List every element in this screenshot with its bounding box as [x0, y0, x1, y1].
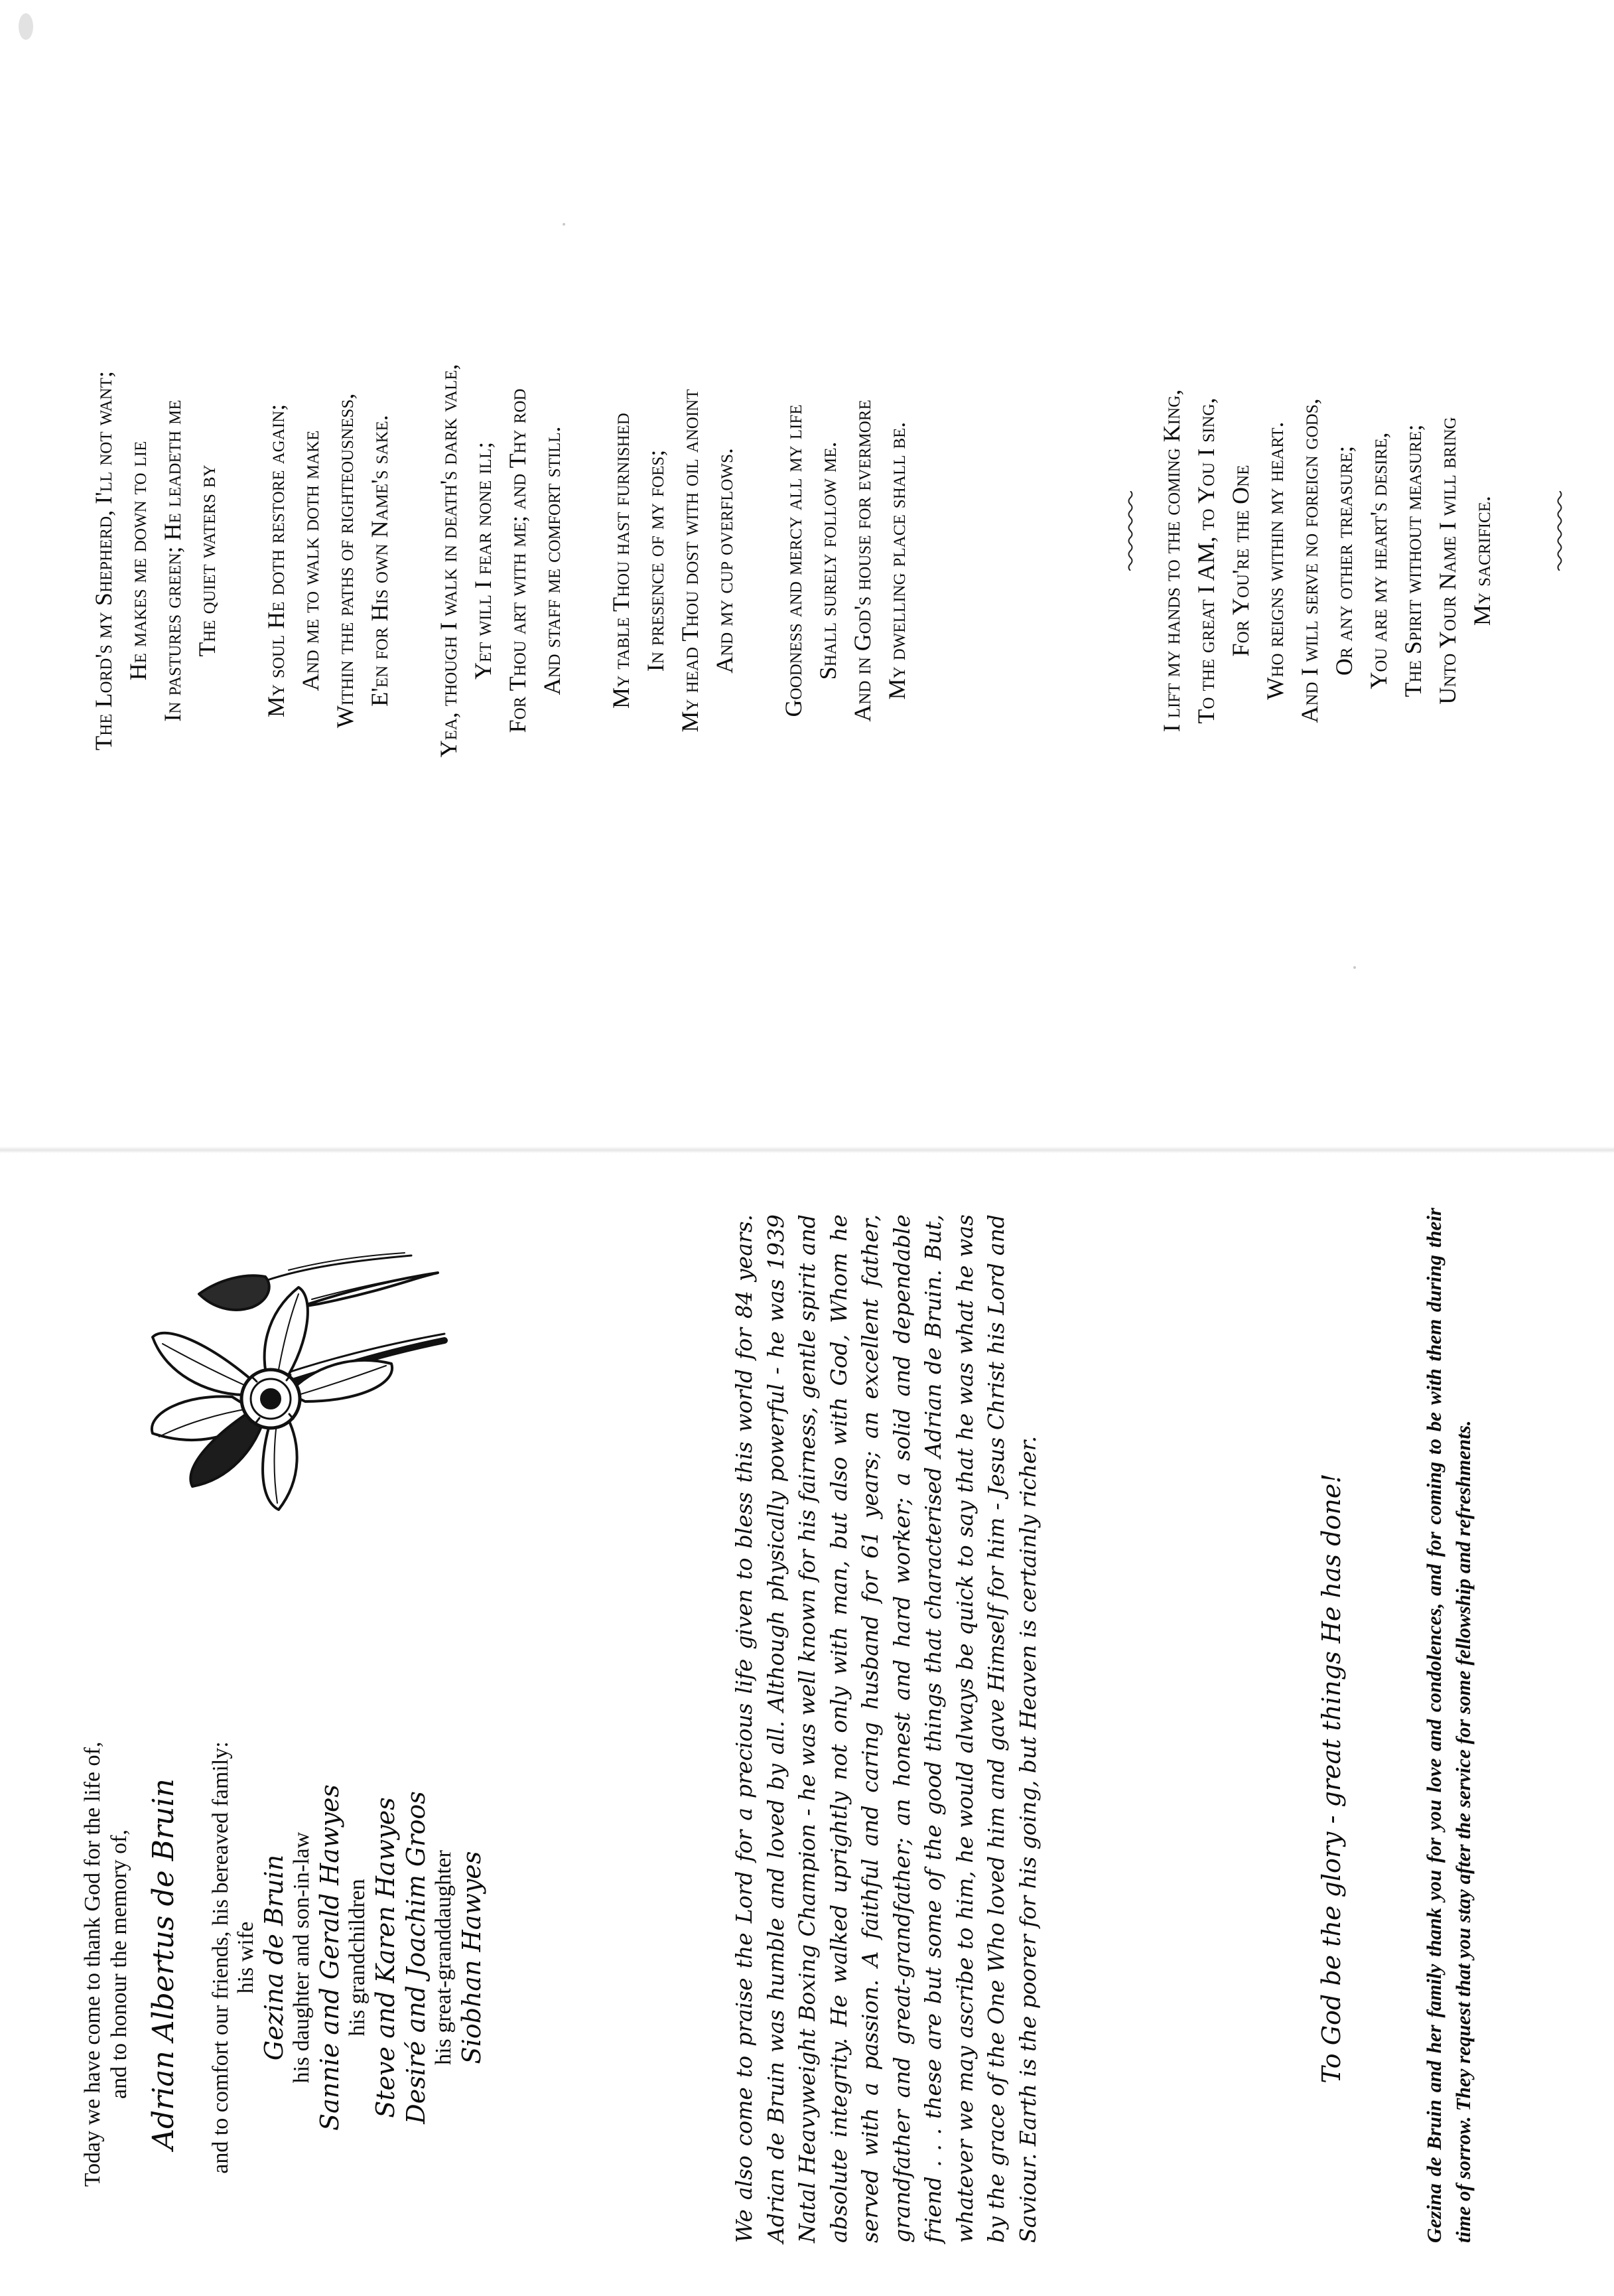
bereaved-family-list	[208, 1692, 487, 2223]
wavy-divider-icon	[1126, 491, 1134, 571]
verse-line: He makes me down to lie	[125, 441, 151, 681]
family-heading: and to comfort our friends, his bereaved family:	[208, 1741, 233, 2174]
verse-line: And I will serve no foreign gods,	[1296, 398, 1323, 723]
verse-line: For Thou art with me; and Thy rod	[504, 388, 531, 733]
family-relation: his great-granddaughter	[431, 1850, 456, 2065]
verse-line: Who reigns within my heart.	[1262, 421, 1288, 700]
i-lift-my-hands-hymn	[1154, 70, 1499, 1052]
verse-line: My soul He doth restore again;	[263, 403, 289, 718]
verse-line: My table Thou hast furnished	[608, 413, 634, 709]
wavy-divider-icon	[1556, 491, 1564, 571]
verse-line: Or any other treasure;	[1331, 445, 1357, 676]
verse-line: The Lord's my Shepherd, I'll not want;	[90, 371, 117, 751]
verse-line: Yet will I fear none ill;	[470, 441, 496, 680]
verse-line: For You're the One	[1227, 465, 1254, 657]
doxology: To God be the glory - great things He has done!	[1317, 1473, 1346, 2084]
verse-line: In pastures green; He leadeth me	[159, 399, 186, 722]
family-member-name: Gezina de Bruin	[259, 1854, 289, 2061]
psalm-23-hymn	[86, 70, 949, 1052]
verse-line: And my cup overflows.	[711, 448, 738, 674]
verse-line: And in God's house for evermore	[849, 399, 876, 722]
intro-line-1: Today we have come to thank God for the life of,	[80, 1741, 105, 2187]
verse-line: You are my heart's desire,	[1365, 432, 1392, 689]
verse-line: Within the paths of righteousness,	[332, 393, 358, 729]
verse-line: In presence of my foes;	[642, 449, 669, 672]
psalm-verse-5	[776, 70, 914, 1052]
intro-line-2: and to honour the memory of,	[107, 1829, 131, 2100]
verse-line: The quiet waters by	[194, 465, 220, 657]
verse-line: E'en for His own Name's sake.	[366, 415, 393, 707]
family-member-name: Sannie and Gerald Hawyes	[315, 1784, 344, 2131]
daffodil-illustration-icon	[100, 1228, 458, 1573]
psalm-verse-1	[86, 70, 224, 1052]
verse-line: The Spirit without measure;	[1400, 424, 1426, 697]
psalm-verse-3	[431, 70, 569, 1052]
verse-line: Goodness and mercy all my life	[780, 404, 807, 717]
verse-line: I lift my hands to the coming King,	[1158, 389, 1185, 733]
verse-line: Shall surely follow me.	[815, 441, 841, 680]
psalm-verse-2	[259, 70, 397, 1052]
family-relation: his daughter and son-in-law	[289, 1831, 314, 2084]
family-thanks-note: Gezina de Bruin and her family thank you for you love and condolences, and for coming to be with them during their time of sorrow. They request that you stay after the service for some fellowship and refreshments.	[1422, 1208, 1475, 2243]
verse-line: My dwelling place shall be.	[884, 421, 910, 700]
verse-line: My sacrifice.	[1469, 496, 1495, 626]
family-relation: his grandchildren	[345, 1879, 370, 2037]
verse-line: Unto Your Name I will bring	[1434, 417, 1461, 705]
verse-line: To the great I AM, to You I sing,	[1193, 397, 1219, 724]
psalm-verse-4	[604, 70, 742, 1052]
family-member-name: Steve and Karen Hawyes	[371, 1797, 400, 2118]
tribute-paragraph: We also come to praise the Lord for a precious life given to bless this world for 84 years. Adrian de Bruin was humble and loved by all. Although physically powerful - he was 1939 Natal Heavyweight Boxing Champion - he was well known for his fairness, gentle spirit and absolute integrity. He walked uprightly not only with man, but also with God, Whom he served with a passion. A faithful and caring husband for 61 years; an excellent father, grandfather and great-grandfather; an honest and hard worker; a solid and dependable friend . . . these are but some of the good things that characterised Adrian de Bruin. But, whatever we may ascribe to him, he would always be quick to say that he was what he was by the grace of the One Who loved him and gave Himself for him - Jesus Christ his Lord and Saviour. Earth is the poorer for his going, but Heaven is certainly richer.	[731, 1214, 1041, 2243]
verse-line: And me to walk doth make	[297, 430, 324, 691]
deceased-name: Adrian Albertus de Bruin	[147, 1778, 180, 2150]
family-member-name: Siobhan Hawyes	[457, 1851, 486, 2064]
verse-line: My head Thou dost with oil anoint	[677, 389, 703, 733]
family-relation: his wife	[234, 1921, 258, 1994]
memorial-page	[0, 1148, 1614, 2296]
family-member-name: Desiré and Joachim Groos	[401, 1791, 431, 2124]
verse-line: Yea, though I walk in death's dark vale,	[435, 364, 462, 758]
verse-line: And staff me comfort still.	[539, 426, 565, 695]
